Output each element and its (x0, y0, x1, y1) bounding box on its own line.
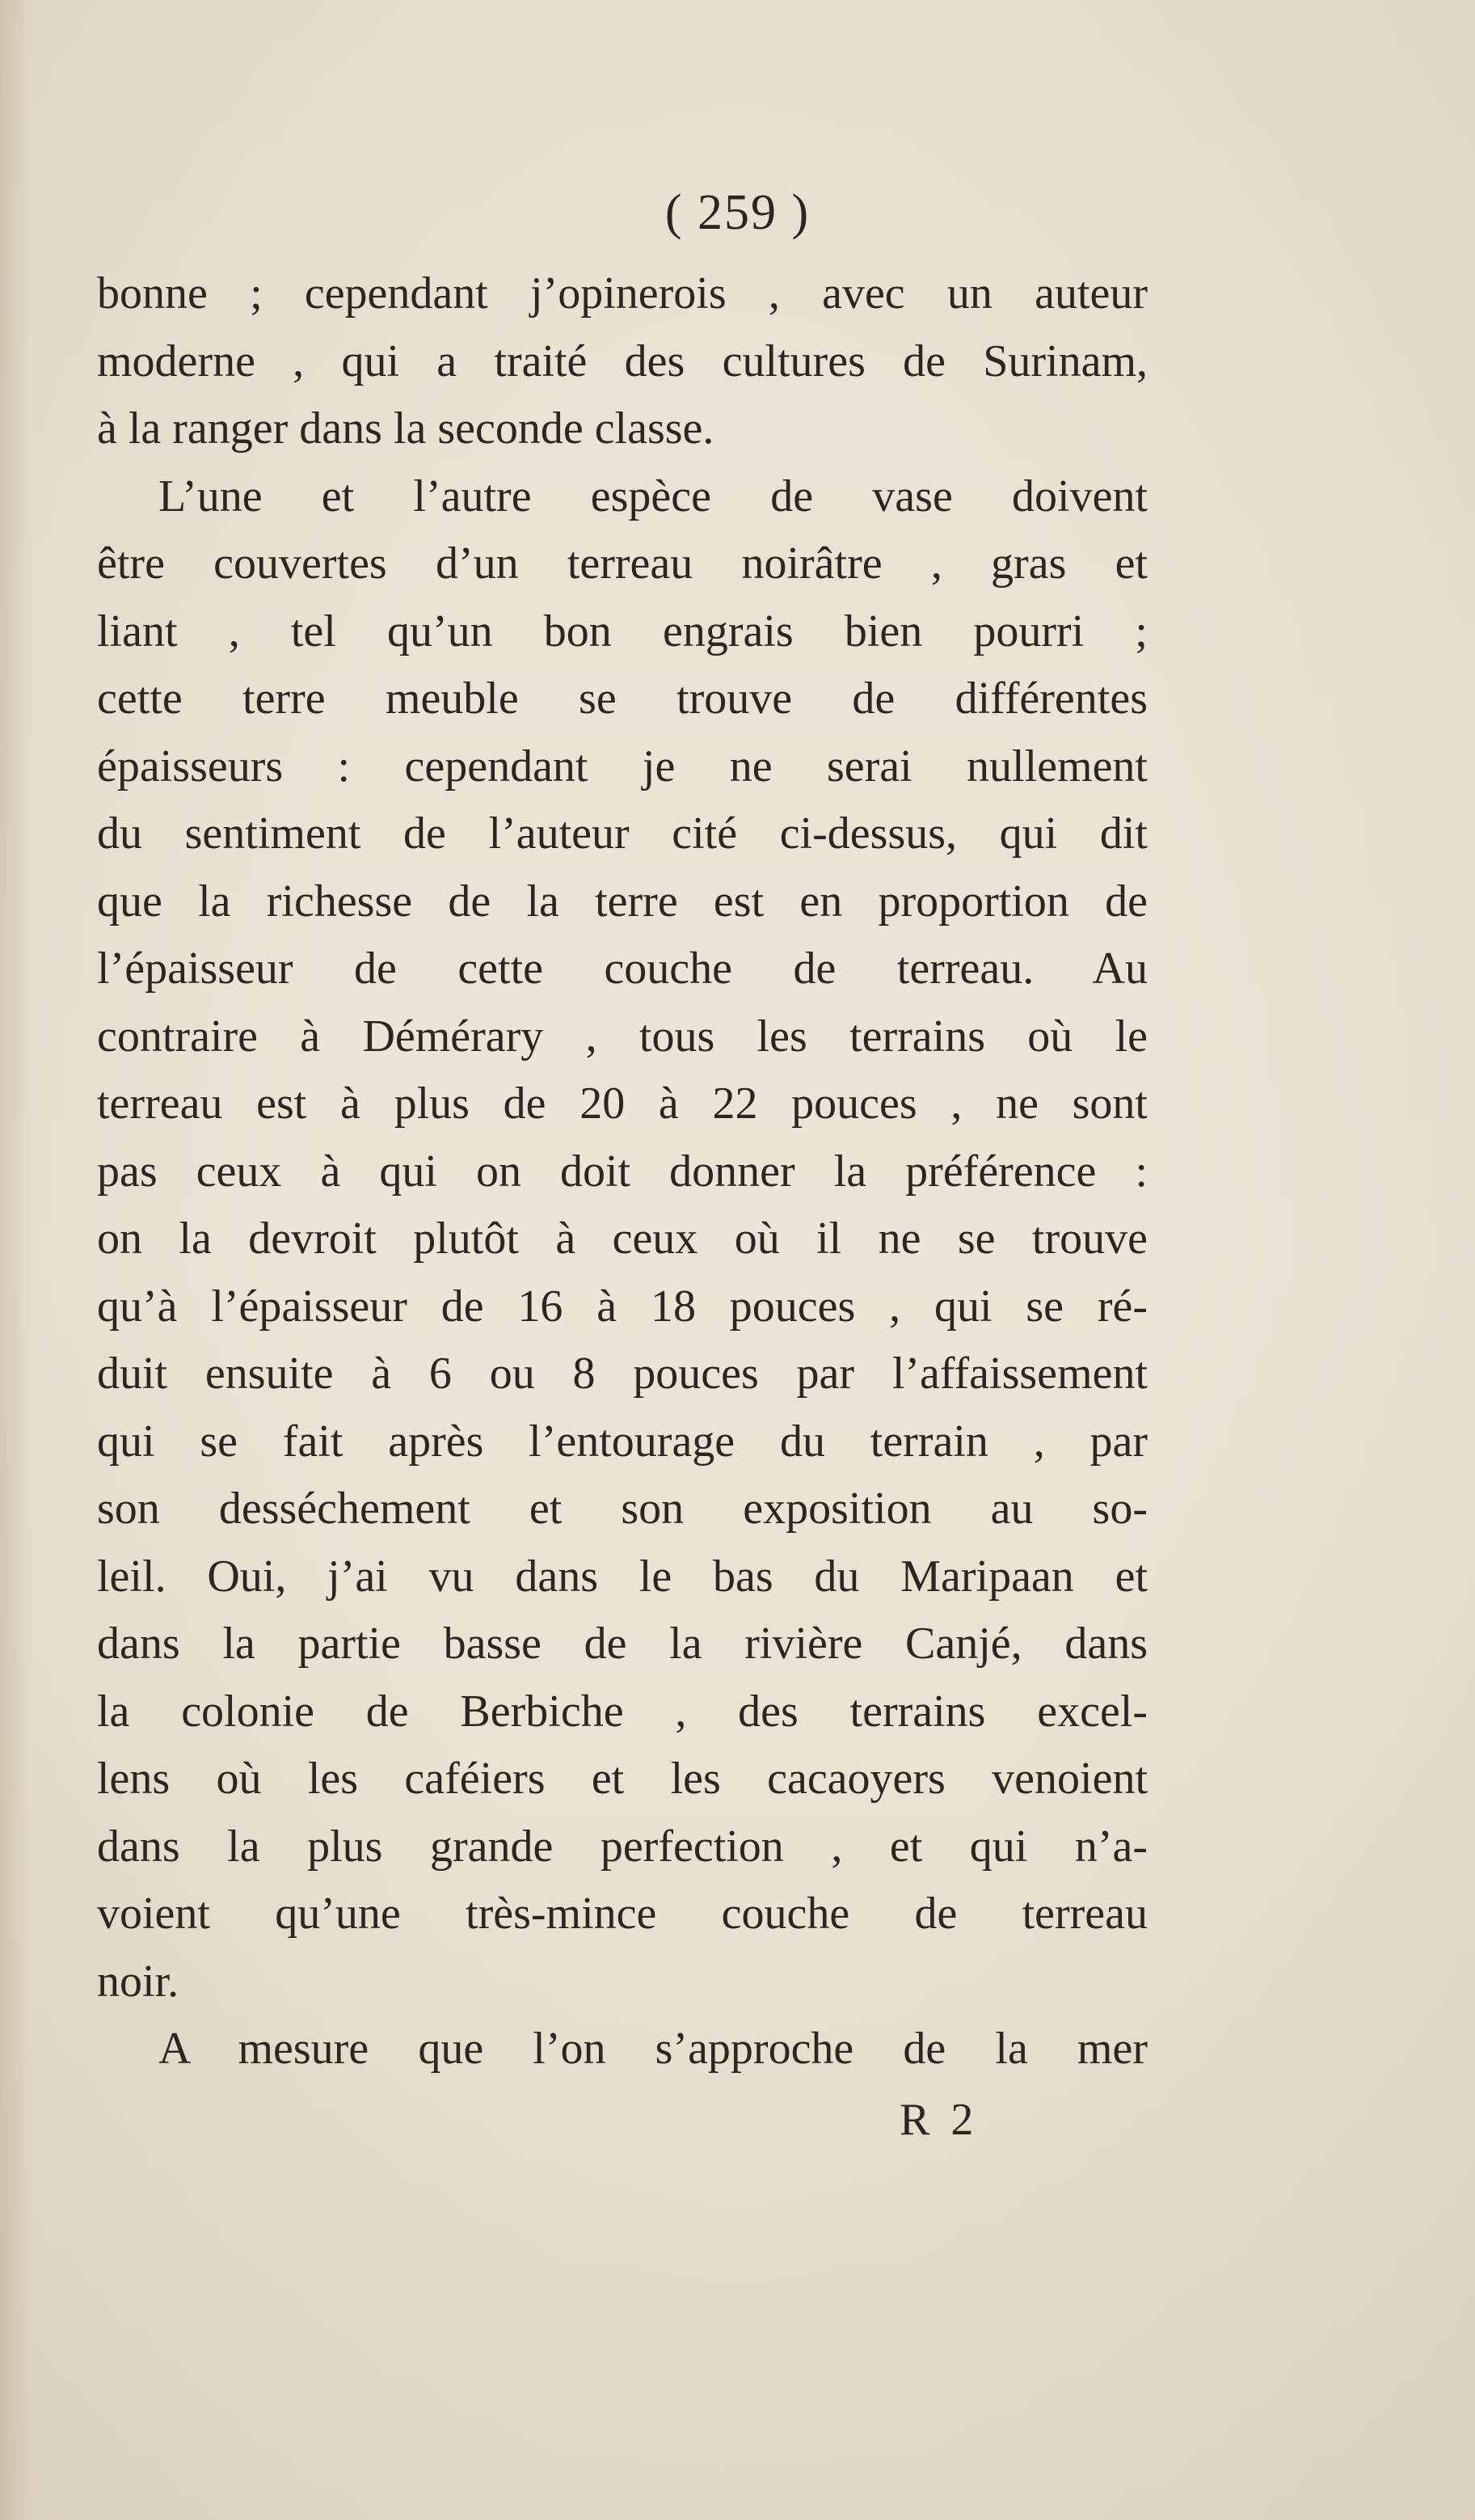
text-line: cette terre meuble se trouve de différentes (97, 673, 1148, 724)
text-line: lens où les caféiers et les cacaoyers venoient (97, 1754, 1148, 1804)
text-line: liant , tel qu’un bon engrais bien pourri ; (97, 606, 1148, 656)
text-line: son desséchement et son exposition au so- (97, 1484, 1148, 1534)
text-line: que la richesse de la terre est en proportion de (97, 876, 1148, 927)
text-line: l’épaisseur de cette couche de terreau. Au (97, 943, 1148, 994)
text-line: noir. (97, 1956, 179, 2007)
text-line: A mesure que l’on s’approche de la mer (158, 2024, 1148, 2074)
text-line: pas ceux à qui on doit donner la préférence : (97, 1146, 1148, 1197)
text-line: à la ranger dans la seconde classe. (97, 403, 714, 454)
signature-mark: R 2 (900, 2095, 979, 2145)
text-line: qui se fait après l’entourage du terrain , par (97, 1416, 1148, 1467)
text-line: la colonie de Berbiche , des terrains excel- (97, 1686, 1148, 1737)
text-line: du sentiment de l’auteur cité ci-dessus, qui dit (97, 808, 1148, 859)
text-line: moderne , qui a traité des cultures de Surinam, (97, 336, 1148, 386)
text-line: terreau est à plus de 20 à 22 pouces , ne sont (97, 1078, 1148, 1129)
text-line: dans la partie basse de la rivière Canjé, dans (97, 1619, 1148, 1669)
text-line: L’une et l’autre espèce de vase doivent (158, 471, 1148, 521)
body-text (97, 260, 1148, 2083)
text-line: qu’à l’épaisseur de 16 à 18 pouces , qui se ré- (97, 1281, 1148, 1332)
text-line: leil. Oui, j’ai vu dans le bas du Maripaan et (97, 1551, 1148, 1602)
text-line: être couvertes d’un terreau noirâtre , gras et (97, 538, 1148, 589)
page-number: ( 259 ) (664, 185, 811, 240)
text-line: dans la plus grande perfection , et qui n’a- (97, 1821, 1148, 1872)
text-line: épaisseurs : cependant je ne serai nullement (97, 741, 1148, 791)
text-line: on la devroit plutôt à ceux où il ne se trouve (97, 1214, 1148, 1264)
text-line: duit ensuite à 6 ou 8 pouces par l’affaissement (97, 1349, 1148, 1399)
text-line: bonne ; cependant j’opinerois , avec un auteur (97, 268, 1148, 319)
page-edge-stain (0, 0, 32, 2520)
text-line: contraire à Démérary , tous les terrains où le (97, 1011, 1148, 1062)
text-line: voient qu’une très-mince couche de terreau (97, 1889, 1148, 1939)
